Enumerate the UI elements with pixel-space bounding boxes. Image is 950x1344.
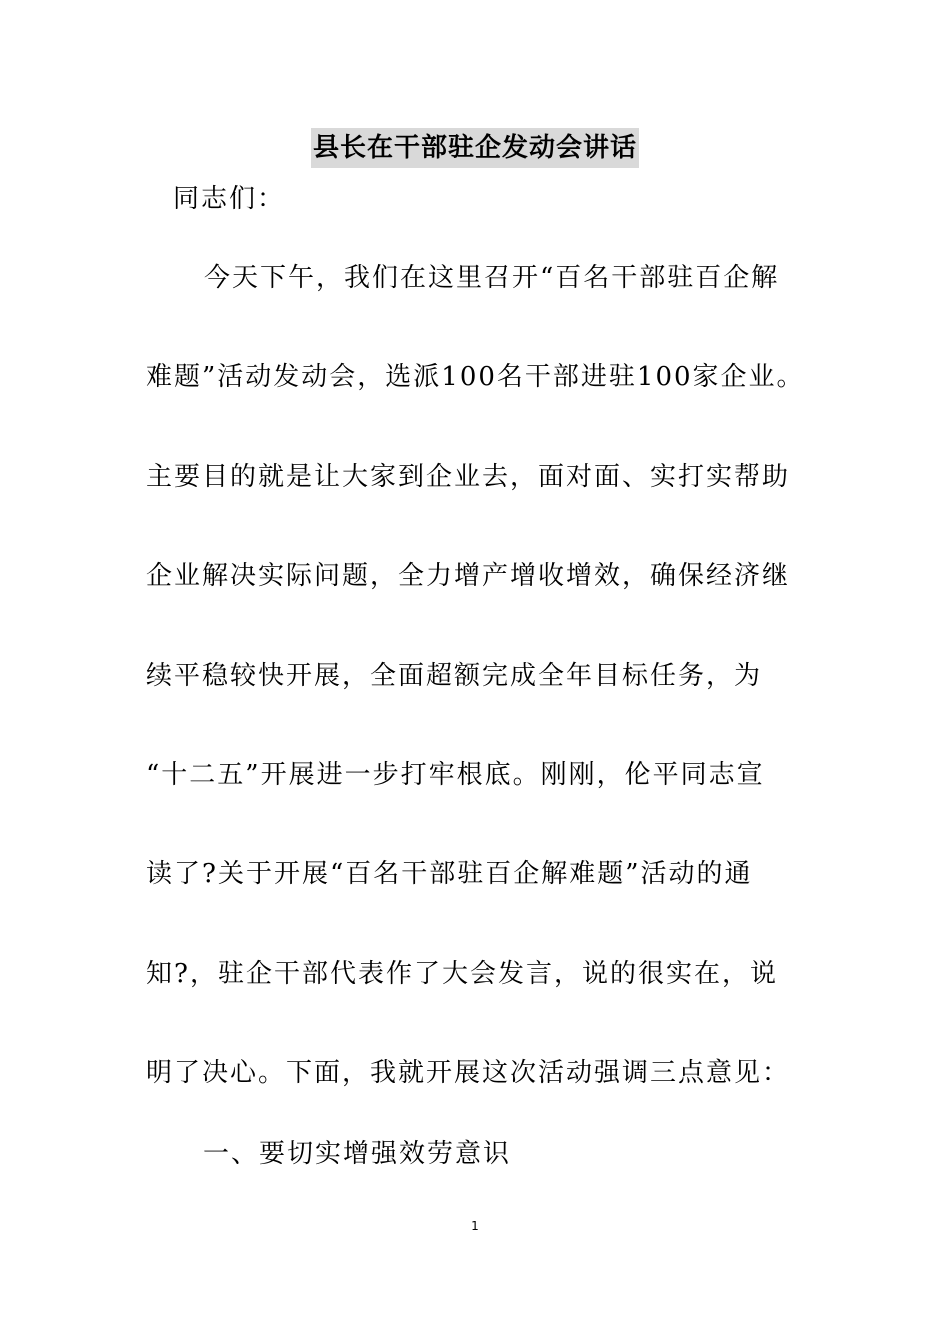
body-line: 难题”活动发动会，选派100名干部进驻100家企业。	[146, 362, 805, 393]
document-title: 县长在干部驻企发动会讲话	[311, 128, 639, 168]
body-line: 读了?关于开展“百名干部驻百企解难题”活动的通	[146, 859, 753, 890]
body-line: 明了决心。下面，我就开展这次活动强调三点意见：	[146, 1058, 791, 1089]
title-container	[0, 128, 950, 168]
body-paragraph	[146, 256, 826, 1151]
body-line: 知?，驻企干部代表作了大会发言，说的很实在，说	[146, 958, 778, 989]
body-line: 续平稳较快开展，全面超额完成全年目标任务，为	[146, 660, 763, 691]
section-heading: 一、要切实增强效劳意识	[203, 1139, 512, 1169]
greeting-text: 同志们：	[173, 184, 286, 214]
body-line: 主要目的就是让大家到企业去，面对面、实打实帮助	[146, 461, 791, 492]
body-line: 企业解决实际问题，全力增产增收增效，确保经济继	[146, 561, 791, 592]
body-line: 今天下午，我们在这里召开“百名干部驻百企解	[204, 263, 780, 293]
page-number: 1	[471, 1219, 479, 1233]
body-line: “十二五”开展进一步打牢根底。刚刚，伦平同志宣	[146, 759, 765, 790]
